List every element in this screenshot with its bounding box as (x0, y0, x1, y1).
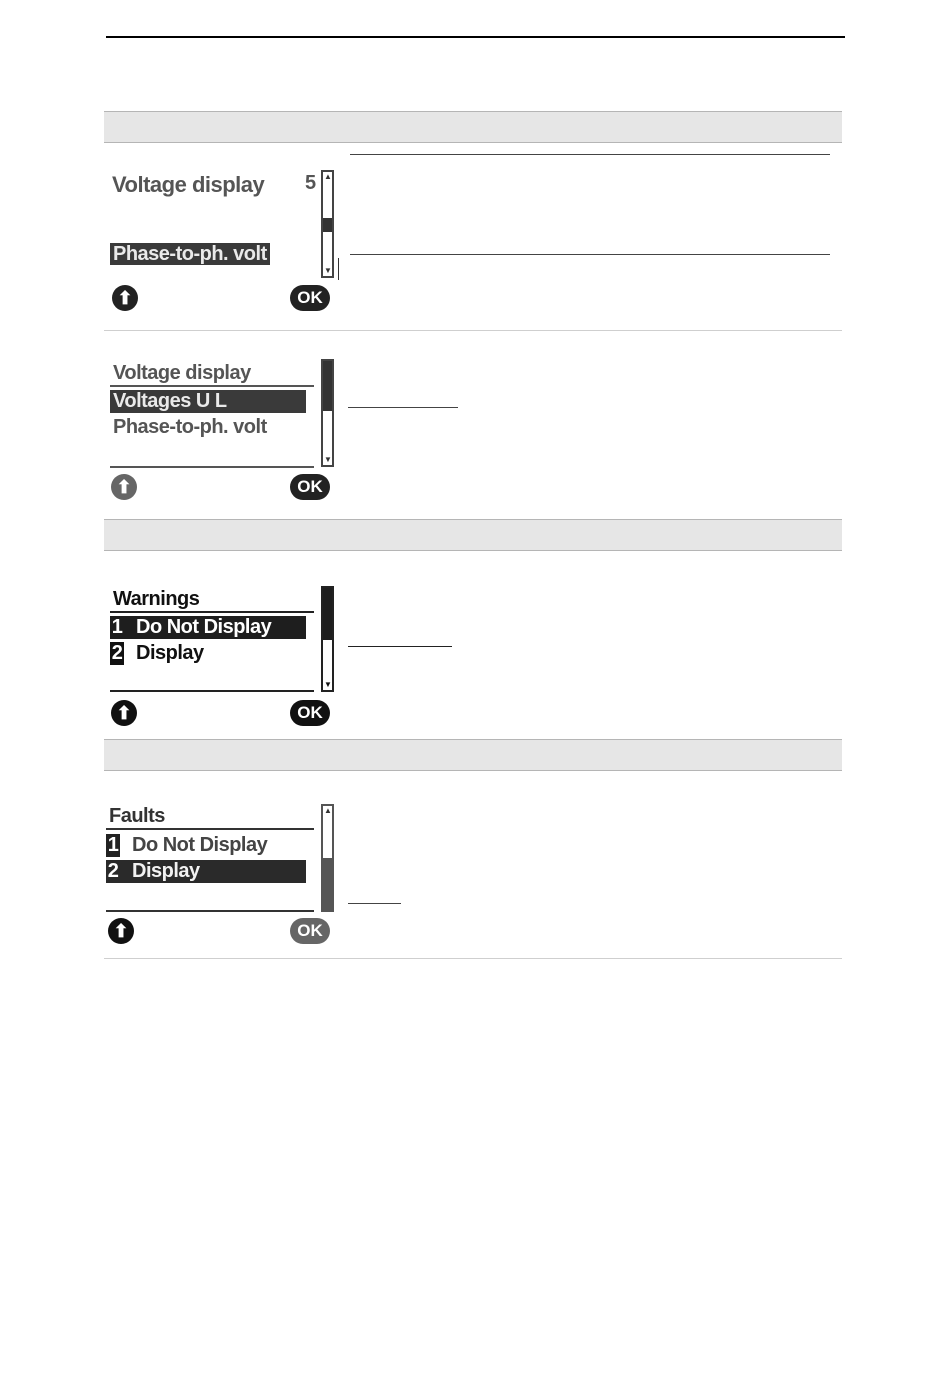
list-item-label: Display (132, 860, 200, 882)
list-item-label: Do Not Display (136, 616, 272, 638)
up-arrow-icon: ⬆ (113, 921, 129, 941)
scroll-thumb (323, 588, 332, 640)
screen-title: Warnings (113, 588, 200, 610)
ok-button[interactable]: OK (290, 700, 330, 726)
text-rule (350, 154, 830, 155)
scrollbar[interactable] (321, 170, 334, 278)
list-item-label: Display (136, 642, 204, 664)
list-bottom-line (110, 690, 314, 692)
title-underline (106, 828, 314, 830)
ok-button[interactable]: OK (290, 474, 330, 500)
list-item-selected[interactable] (110, 616, 306, 639)
back-button[interactable] (112, 285, 138, 311)
text-rule (348, 903, 401, 904)
list-item-label: Do Not Display (132, 834, 268, 856)
scroll-down-icon: ▼ (324, 455, 332, 464)
scroll-thumb (323, 361, 332, 411)
back-button[interactable] (111, 474, 137, 500)
scroll-up-icon: ▲ (324, 806, 332, 815)
item-number: 2 (107, 860, 119, 882)
row-separator (104, 958, 842, 959)
section-band-3 (104, 739, 842, 771)
scrollbar[interactable] (321, 359, 334, 467)
screen-title: Voltage display (113, 362, 251, 384)
up-arrow-icon: ⬆ (116, 477, 132, 497)
title-underline (110, 611, 314, 613)
selected-item[interactable] (110, 243, 270, 266)
scrollbar[interactable] (321, 586, 334, 692)
item-number: 1 (107, 834, 119, 856)
text-rule (348, 646, 452, 647)
ok-button[interactable]: OK (290, 918, 330, 944)
list-item[interactable] (113, 416, 267, 439)
section-band-1 (104, 111, 842, 143)
scroll-thumb (323, 218, 332, 232)
item-counter: 5 (305, 172, 316, 194)
screen-title: Faults (109, 805, 165, 827)
text-rule (350, 254, 830, 255)
item-number: 2 (111, 642, 123, 664)
list-item-selected[interactable] (110, 390, 306, 413)
list-bottom-line (106, 910, 314, 912)
page-header-rule (106, 36, 845, 38)
selected-item-label: Phase-to-ph. volt (110, 243, 270, 265)
screen-title: Voltage display (112, 172, 265, 197)
scroll-down-icon: ▼ (324, 266, 332, 275)
ok-button[interactable]: OK (290, 285, 330, 311)
scrollbar[interactable] (321, 804, 334, 912)
back-button[interactable] (111, 700, 137, 726)
item-number: 1 (111, 616, 123, 638)
row-separator (104, 330, 842, 331)
section-band-2 (104, 519, 842, 551)
scroll-down-icon: ▼ (324, 680, 332, 689)
up-arrow-icon: ⬆ (116, 703, 132, 723)
scroll-up-icon: ▲ (324, 172, 332, 181)
list-item[interactable] (110, 642, 204, 665)
list-item-label: Phase-to-ph. volt (113, 416, 267, 438)
frame-edge (338, 258, 339, 280)
list-item-selected[interactable] (106, 860, 306, 883)
list-item-label: Voltages U L (113, 390, 227, 412)
up-arrow-icon: ⬆ (117, 288, 133, 308)
title-underline (110, 385, 314, 387)
list-item[interactable] (106, 834, 267, 857)
list-bottom-line (110, 466, 314, 468)
text-rule (348, 407, 458, 408)
scroll-thumb (323, 858, 332, 910)
back-button[interactable] (108, 918, 134, 944)
